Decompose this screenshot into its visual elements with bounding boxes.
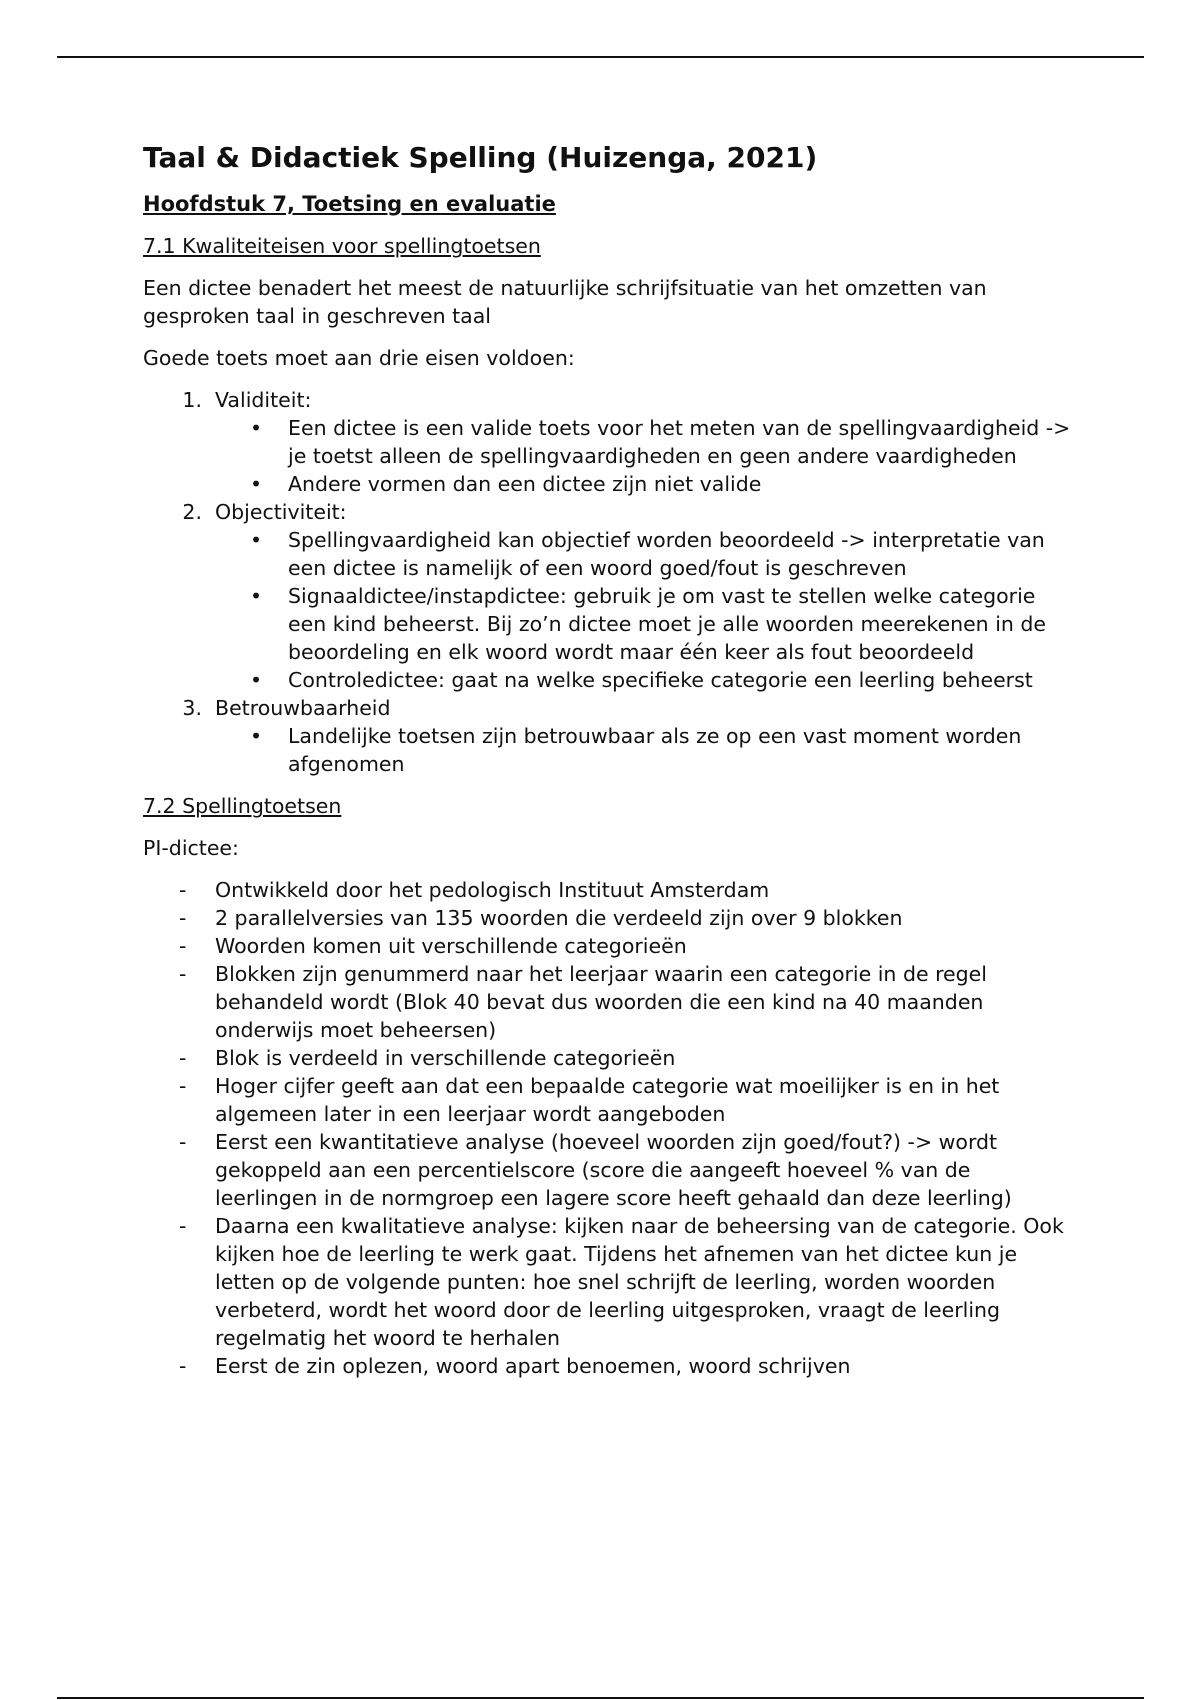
- bullet-item: • Spellingvaardigheid kan objectief worden beoordeeld -> interpretatie van een dictee is namelijk of een woord goed/fout is geschreven: [288, 526, 1073, 582]
- section-heading-7-2: 7.2 Spellingtoetsen: [143, 794, 342, 818]
- pi-dictee-list: [143, 876, 1073, 1380]
- dash-item: - Eerst een kwantitatieve analyse (hoeveel woorden zijn goed/fout?) -> wordt gekoppeld aan een percentielscore (score die aangeeft hoeveel % van de leerlingen in de normgroep een lagere score heeft gehaald dan deze leerling): [215, 1128, 1073, 1212]
- requirement-item: [215, 386, 1073, 498]
- bullet-item: • Andere vormen dan een dictee zijn niet valide: [288, 470, 1073, 498]
- dash-item: - Hoger cijfer geeft aan dat een bepaalde categorie wat moeilijker is en in het algemeen later in een leerjaar wordt aangeboden: [215, 1072, 1073, 1128]
- section-intro-paragraph: Een dictee benadert het meest de natuurlijke schrijfsituatie van het omzetten van gesproken taal in geschreven taal: [143, 276, 987, 328]
- dash-item: - Eerst de zin oplezen, woord apart benoemen, woord schrijven: [215, 1352, 1073, 1380]
- requirement-bullets: [215, 526, 1073, 694]
- requirement-item: [215, 694, 1073, 778]
- pi-dictee-intro: PI-dictee:: [143, 836, 239, 860]
- bullet-item: • Landelijke toetsen zijn betrouwbaar als ze op een vast moment worden afgenomen: [288, 722, 1073, 778]
- requirement-bullets: [215, 414, 1073, 498]
- requirement-label: Validiteit:: [215, 388, 312, 412]
- dash-item: - Daarna een kwalitatieve analyse: kijken naar de beheersing van de categorie. Ook kijken hoe de leerling te werk gaat. Tijdens het afnemen van het dictee kun je letten op de volgende punten: hoe snel schrijft de leerling, worden woorden verbeterd, wordt het woord door de leerling uitgesproken, vraagt de leerling regelmatig het woord te herhalen: [215, 1212, 1073, 1352]
- bullet-item: • Controledictee: gaat na welke specifieke categorie een leerling beheerst: [288, 666, 1073, 694]
- dash-item: - Woorden komen uit verschillende categorieën: [215, 932, 1073, 960]
- dash-item: - Blok is verdeeld in verschillende categorieën: [215, 1044, 1073, 1072]
- document-body: [143, 140, 1073, 1380]
- requirements-intro: Goede toets moet aan drie eisen voldoen:: [143, 346, 575, 370]
- bottom-rule: [57, 1697, 1144, 1699]
- requirement-label: Betrouwbaarheid: [215, 696, 391, 720]
- requirement-bullets: [215, 722, 1073, 778]
- requirement-label: Objectiviteit:: [215, 500, 347, 524]
- chapter-heading: Hoofdstuk 7, Toetsing en evaluatie: [143, 192, 556, 216]
- dash-item: - Ontwikkeld door het pedologisch Instituut Amsterdam: [215, 876, 1073, 904]
- top-rule: [57, 56, 1144, 58]
- bullet-item: • Een dictee is een valide toets voor het meten van de spellingvaardigheid -> je toetst alleen de spellingvaardigheden en geen andere vaardigheden: [288, 414, 1073, 470]
- section-heading-7-1: 7.1 Kwaliteiteisen voor spellingtoetsen: [143, 234, 541, 258]
- requirement-item: [215, 498, 1073, 694]
- dash-item: - Blokken zijn genummerd naar het leerjaar waarin een categorie in de regel behandeld wordt (Blok 40 bevat dus woorden die een kind na 40 maanden onderwijs moet beheersen): [215, 960, 1073, 1044]
- document-title: Taal & Didactiek Spelling (Huizenga, 2021): [143, 141, 818, 174]
- requirements-list: [143, 386, 1073, 778]
- dash-item: - 2 parallelversies van 135 woorden die verdeeld zijn over 9 blokken: [215, 904, 1073, 932]
- bullet-item: • Signaaldictee/instapdictee: gebruik je om vast te stellen welke categorie een kind beheerst. Bij zo’n dictee moet je alle woorden meerekenen in de beoordeling en elk woord wordt maar één keer als fout beoordeeld: [288, 582, 1073, 666]
